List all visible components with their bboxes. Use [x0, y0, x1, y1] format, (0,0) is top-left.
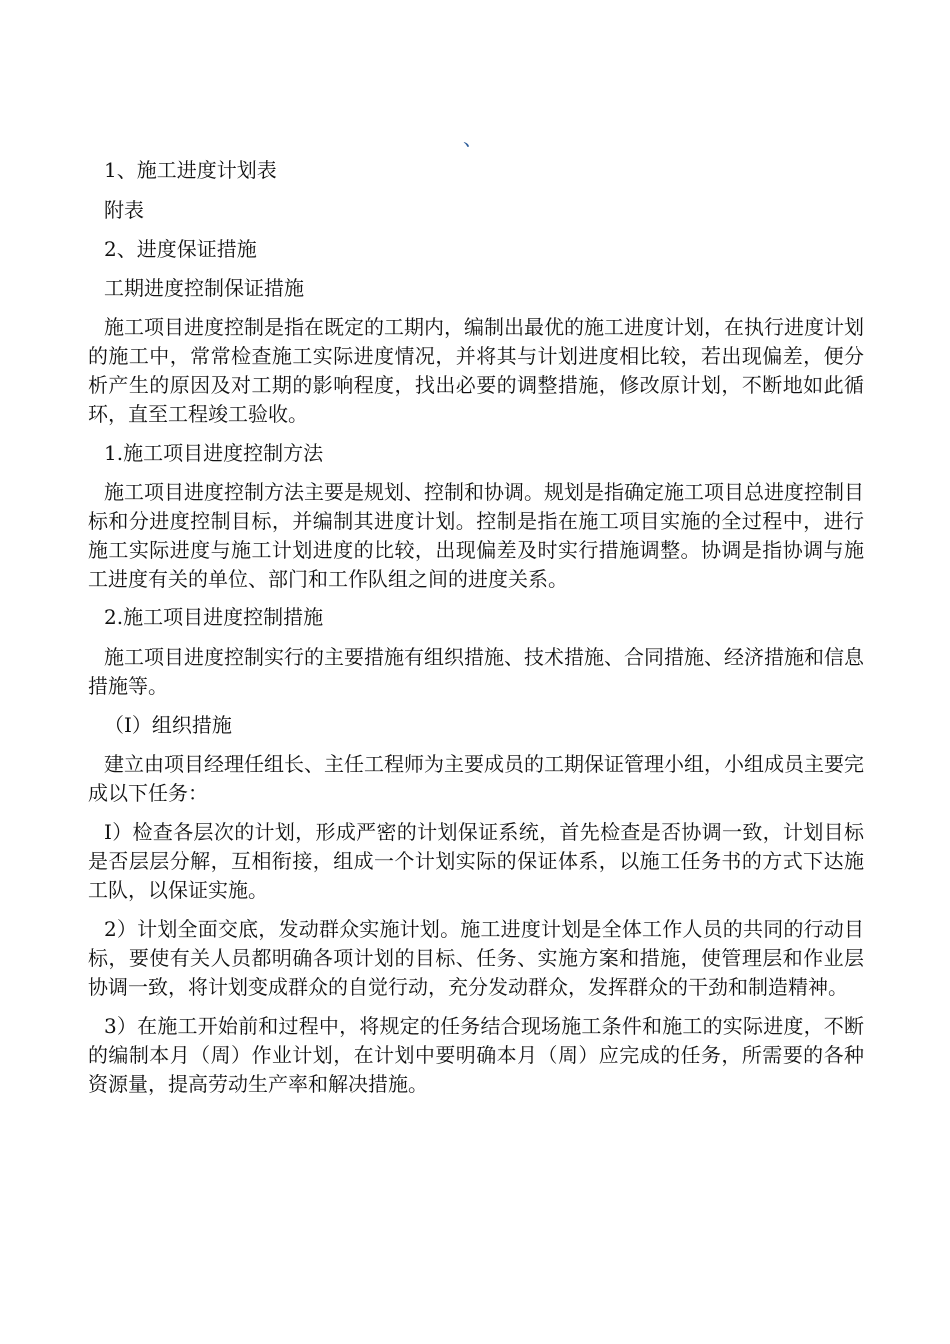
section-heading: 2.施工项目进度控制措施 — [104, 605, 324, 629]
section-heading: （I）组织措施 — [104, 713, 232, 737]
document-body — [88, 156, 864, 1099]
section-heading: 2、进度保证措施 — [104, 237, 257, 261]
body-paragraph: 施工项目进度控制方法主要是规划、控制和协调。规划是指确定施工项目总进度控制目标和分进度控制目标，并编制其进度计划。控制是指在施工项目实施的全过程中，进行施工实际进度与施工计划进度的比较，出现偏差及时实行措施调整。协调是指协调与施工进度有关的单位、部门和工作队组之间的进度关系。 — [88, 480, 864, 591]
section-heading: 工期进度控制保证措施 — [104, 276, 304, 300]
body-paragraph: 3）在施工开始前和过程中，将规定的任务结合现场施工条件和施工的实际进度，不断的编制本月（周）作业计划，在计划中要明确本月（周）应完成的任务，所需要的各种资源量，提高劳动生产率和解决措施。 — [88, 1014, 864, 1096]
section-heading: 1、施工进度计划表 — [104, 158, 277, 182]
body-paragraph: 施工项目进度控制是指在既定的工期内，编制出最优的施工进度计划，在执行进度计划的施工中，常常检查施工实际进度情况，并将其与计划进度相比较，若出现偏差，便分析产生的原因及对工期的影响程度，找出必要的调整措施，修改原计划，不断地如此循环，直至工程竣工验收。 — [88, 315, 864, 426]
header-mark: 、 — [463, 126, 483, 150]
body-paragraph: 建立由项目经理任组长、主任工程师为主要成员的工期保证管理小组，小组成员主要完成以下任务： — [88, 752, 864, 805]
body-paragraph: 2）计划全面交底，发动群众实施计划。施工进度计划是全体工作人员的共同的行动目标，要使有关人员都明确各项计划的目标、任务、实施方案和措施，使管理层和作业层协调一致，将计划变成群众的自觉行动，充分发动群众，发挥群众的干劲和制造精神。 — [88, 917, 864, 999]
section-heading: 附表 — [104, 198, 144, 222]
section-heading: 1.施工项目进度控制方法 — [104, 441, 324, 465]
body-paragraph: I）检查各层次的计划，形成严密的计划保证系统，首先检查是否协调一致，计划目标是否层层分解，互相衔接，组成一个计划实际的保证体系，以施工任务书的方式下达施工队，以保证实施。 — [88, 820, 864, 902]
body-paragraph: 施工项目进度控制实行的主要措施有组织措施、技术措施、合同措施、经济措施和信息措施等。 — [88, 645, 864, 698]
